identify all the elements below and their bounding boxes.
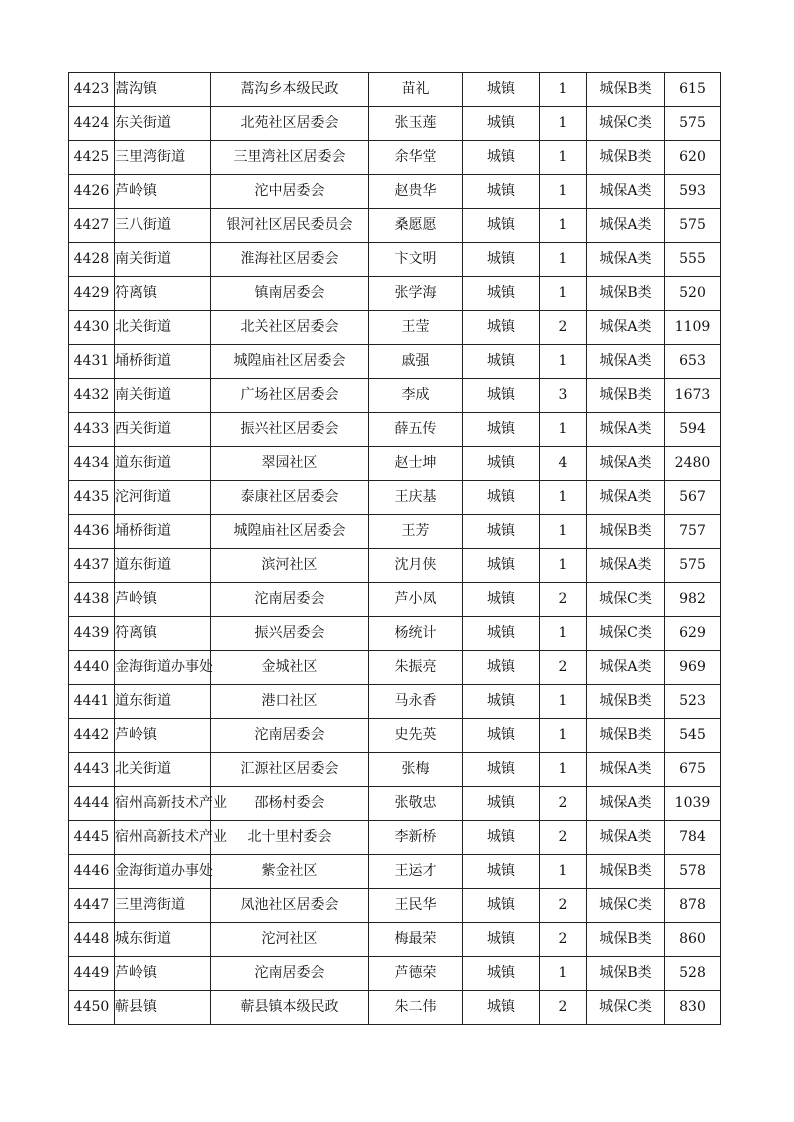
- member-count-cell: 1: [540, 481, 587, 515]
- community-cell: 滨河社区: [211, 549, 369, 583]
- community-cell: 蕲县镇本级民政: [211, 991, 369, 1025]
- amount-cell: 784: [665, 821, 721, 855]
- town-cell: 埇桥街道: [115, 515, 211, 549]
- row-number-cell: 4437: [69, 549, 115, 583]
- name-cell: 桑愿愿: [369, 209, 463, 243]
- category-cell: 城保A类: [587, 481, 665, 515]
- member-count-cell: 2: [540, 583, 587, 617]
- name-cell: 杨统计: [369, 617, 463, 651]
- amount-cell: 969: [665, 651, 721, 685]
- household-type-cell: 城镇: [463, 685, 540, 719]
- table-row: [69, 583, 721, 617]
- row-number-cell: 4431: [69, 345, 115, 379]
- name-cell: 张梅: [369, 753, 463, 787]
- name-cell: 芦小凤: [369, 583, 463, 617]
- table-row: [69, 889, 721, 923]
- row-number-cell: 4426: [69, 175, 115, 209]
- community-cell: 三里湾社区居委会: [211, 141, 369, 175]
- amount-cell: 653: [665, 345, 721, 379]
- town-cell: 埇桥街道: [115, 345, 211, 379]
- amount-cell: 523: [665, 685, 721, 719]
- household-type-cell: 城镇: [463, 855, 540, 889]
- member-count-cell: 1: [540, 107, 587, 141]
- name-cell: 王运才: [369, 855, 463, 889]
- table-row: [69, 685, 721, 719]
- town-cell: 宿州高新技术产业: [115, 787, 211, 821]
- row-number-cell: 4424: [69, 107, 115, 141]
- member-count-cell: 2: [540, 923, 587, 957]
- community-cell: 港口社区: [211, 685, 369, 719]
- town-cell: 三里湾街道: [115, 889, 211, 923]
- community-cell: 金城社区: [211, 651, 369, 685]
- household-type-cell: 城镇: [463, 753, 540, 787]
- name-cell: 李新桥: [369, 821, 463, 855]
- community-cell: 镇南居委会: [211, 277, 369, 311]
- amount-cell: 982: [665, 583, 721, 617]
- table-row: [69, 413, 721, 447]
- table-row: [69, 73, 721, 107]
- amount-cell: 567: [665, 481, 721, 515]
- table-body: [69, 73, 721, 1025]
- name-cell: 张学海: [369, 277, 463, 311]
- household-type-cell: 城镇: [463, 583, 540, 617]
- category-cell: 城保C类: [587, 107, 665, 141]
- table-row: [69, 515, 721, 549]
- community-cell: 振兴社区居委会: [211, 413, 369, 447]
- row-number-cell: 4427: [69, 209, 115, 243]
- table-row: [69, 107, 721, 141]
- town-cell: 道东街道: [115, 685, 211, 719]
- amount-cell: 575: [665, 549, 721, 583]
- name-cell: 卞文明: [369, 243, 463, 277]
- table-row: [69, 957, 721, 991]
- name-cell: 赵贵华: [369, 175, 463, 209]
- row-number-cell: 4450: [69, 991, 115, 1025]
- member-count-cell: 1: [540, 73, 587, 107]
- row-number-cell: 4442: [69, 719, 115, 753]
- member-count-cell: 1: [540, 209, 587, 243]
- category-cell: 城保B类: [587, 957, 665, 991]
- table-row: [69, 243, 721, 277]
- name-cell: 李成: [369, 379, 463, 413]
- name-cell: 张玉莲: [369, 107, 463, 141]
- household-type-cell: 城镇: [463, 481, 540, 515]
- community-cell: 淮海社区居委会: [211, 243, 369, 277]
- town-cell: 南关街道: [115, 243, 211, 277]
- category-cell: 城保C类: [587, 583, 665, 617]
- household-type-cell: 城镇: [463, 209, 540, 243]
- member-count-cell: 1: [540, 175, 587, 209]
- member-count-cell: 1: [540, 515, 587, 549]
- name-cell: 马永香: [369, 685, 463, 719]
- table-row: [69, 311, 721, 345]
- amount-cell: 860: [665, 923, 721, 957]
- community-cell: 北十里村委会: [211, 821, 369, 855]
- member-count-cell: 2: [540, 821, 587, 855]
- table-row: [69, 209, 721, 243]
- table-row: [69, 447, 721, 481]
- amount-cell: 575: [665, 209, 721, 243]
- community-cell: 银河社区居民委员会: [211, 209, 369, 243]
- category-cell: 城保A类: [587, 209, 665, 243]
- category-cell: 城保A类: [587, 345, 665, 379]
- community-cell: 振兴居委会: [211, 617, 369, 651]
- amount-cell: 545: [665, 719, 721, 753]
- town-cell: 符离镇: [115, 617, 211, 651]
- category-cell: 城保B类: [587, 73, 665, 107]
- town-cell: 金海街道办事处: [115, 651, 211, 685]
- amount-cell: 520: [665, 277, 721, 311]
- name-cell: 沈月侠: [369, 549, 463, 583]
- community-cell: 城隍庙社区居委会: [211, 515, 369, 549]
- category-cell: 城保B类: [587, 141, 665, 175]
- table-row: [69, 651, 721, 685]
- row-number-cell: 4441: [69, 685, 115, 719]
- community-cell: 沱南居委会: [211, 957, 369, 991]
- town-cell: 沱河街道: [115, 481, 211, 515]
- amount-cell: 757: [665, 515, 721, 549]
- category-cell: 城保A类: [587, 787, 665, 821]
- table-row: [69, 821, 721, 855]
- town-cell: 北关街道: [115, 311, 211, 345]
- table-row: [69, 719, 721, 753]
- member-count-cell: 2: [540, 311, 587, 345]
- name-cell: 朱振亮: [369, 651, 463, 685]
- row-number-cell: 4434: [69, 447, 115, 481]
- town-cell: 芦岭镇: [115, 957, 211, 991]
- community-cell: 沱南居委会: [211, 583, 369, 617]
- town-cell: 城东街道: [115, 923, 211, 957]
- community-cell: 紫金社区: [211, 855, 369, 889]
- household-type-cell: 城镇: [463, 73, 540, 107]
- amount-cell: 594: [665, 413, 721, 447]
- member-count-cell: 1: [540, 617, 587, 651]
- household-type-cell: 城镇: [463, 957, 540, 991]
- town-cell: 蕲县镇: [115, 991, 211, 1025]
- household-type-cell: 城镇: [463, 345, 540, 379]
- town-cell: 符离镇: [115, 277, 211, 311]
- name-cell: 苗礼: [369, 73, 463, 107]
- community-cell: 蒿沟乡本级民政: [211, 73, 369, 107]
- table-row: [69, 923, 721, 957]
- household-type-cell: 城镇: [463, 923, 540, 957]
- table-row: [69, 991, 721, 1025]
- category-cell: 城保B类: [587, 685, 665, 719]
- town-cell: 北关街道: [115, 753, 211, 787]
- town-cell: 宿州高新技术产业: [115, 821, 211, 855]
- household-type-cell: 城镇: [463, 991, 540, 1025]
- amount-cell: 575: [665, 107, 721, 141]
- row-number-cell: 4440: [69, 651, 115, 685]
- row-number-cell: 4425: [69, 141, 115, 175]
- household-type-cell: 城镇: [463, 821, 540, 855]
- amount-cell: 620: [665, 141, 721, 175]
- community-cell: 北关社区居委会: [211, 311, 369, 345]
- category-cell: 城保A类: [587, 821, 665, 855]
- community-cell: 凤池社区居委会: [211, 889, 369, 923]
- town-cell: 芦岭镇: [115, 719, 211, 753]
- category-cell: 城保C类: [587, 991, 665, 1025]
- amount-cell: 1109: [665, 311, 721, 345]
- name-cell: 王芳: [369, 515, 463, 549]
- household-type-cell: 城镇: [463, 889, 540, 923]
- row-number-cell: 4429: [69, 277, 115, 311]
- town-cell: 三八街道: [115, 209, 211, 243]
- category-cell: 城保B类: [587, 379, 665, 413]
- row-number-cell: 4423: [69, 73, 115, 107]
- category-cell: 城保B类: [587, 515, 665, 549]
- row-number-cell: 4428: [69, 243, 115, 277]
- row-number-cell: 4447: [69, 889, 115, 923]
- row-number-cell: 4439: [69, 617, 115, 651]
- community-cell: 沱南居委会: [211, 719, 369, 753]
- category-cell: 城保A类: [587, 651, 665, 685]
- member-count-cell: 2: [540, 991, 587, 1025]
- category-cell: 城保B类: [587, 855, 665, 889]
- community-cell: 沱中居委会: [211, 175, 369, 209]
- table-row: [69, 345, 721, 379]
- member-count-cell: 4: [540, 447, 587, 481]
- name-cell: 赵士坤: [369, 447, 463, 481]
- community-cell: 邵杨村委会: [211, 787, 369, 821]
- name-cell: 王莹: [369, 311, 463, 345]
- category-cell: 城保A类: [587, 753, 665, 787]
- row-number-cell: 4448: [69, 923, 115, 957]
- household-type-cell: 城镇: [463, 379, 540, 413]
- category-cell: 城保A类: [587, 175, 665, 209]
- category-cell: 城保A类: [587, 447, 665, 481]
- row-number-cell: 4446: [69, 855, 115, 889]
- community-cell: 翠园社区: [211, 447, 369, 481]
- row-number-cell: 4443: [69, 753, 115, 787]
- row-number-cell: 4444: [69, 787, 115, 821]
- member-count-cell: 1: [540, 277, 587, 311]
- amount-cell: 2480: [665, 447, 721, 481]
- amount-cell: 578: [665, 855, 721, 889]
- town-cell: 芦岭镇: [115, 175, 211, 209]
- relief-roster-table: [68, 72, 721, 1025]
- table-row: [69, 481, 721, 515]
- category-cell: 城保A类: [587, 311, 665, 345]
- member-count-cell: 3: [540, 379, 587, 413]
- member-count-cell: 2: [540, 889, 587, 923]
- row-number-cell: 4432: [69, 379, 115, 413]
- town-cell: 金海街道办事处: [115, 855, 211, 889]
- name-cell: 余华堂: [369, 141, 463, 175]
- name-cell: 王民华: [369, 889, 463, 923]
- amount-cell: 675: [665, 753, 721, 787]
- category-cell: 城保B类: [587, 923, 665, 957]
- name-cell: 张敬忠: [369, 787, 463, 821]
- household-type-cell: 城镇: [463, 277, 540, 311]
- town-cell: 三里湾街道: [115, 141, 211, 175]
- row-number-cell: 4430: [69, 311, 115, 345]
- name-cell: 王庆基: [369, 481, 463, 515]
- category-cell: 城保C类: [587, 889, 665, 923]
- member-count-cell: 1: [540, 243, 587, 277]
- amount-cell: 615: [665, 73, 721, 107]
- household-type-cell: 城镇: [463, 311, 540, 345]
- community-cell: 北苑社区居委会: [211, 107, 369, 141]
- member-count-cell: 1: [540, 957, 587, 991]
- name-cell: 梅最荣: [369, 923, 463, 957]
- community-cell: 城隍庙社区居委会: [211, 345, 369, 379]
- household-type-cell: 城镇: [463, 141, 540, 175]
- table-row: [69, 277, 721, 311]
- amount-cell: 878: [665, 889, 721, 923]
- town-cell: 东关街道: [115, 107, 211, 141]
- row-number-cell: 4433: [69, 413, 115, 447]
- name-cell: 芦德荣: [369, 957, 463, 991]
- town-cell: 芦岭镇: [115, 583, 211, 617]
- table-row: [69, 141, 721, 175]
- amount-cell: 528: [665, 957, 721, 991]
- table-row: [69, 175, 721, 209]
- category-cell: 城保B类: [587, 719, 665, 753]
- table-row: [69, 379, 721, 413]
- household-type-cell: 城镇: [463, 651, 540, 685]
- member-count-cell: 2: [540, 787, 587, 821]
- community-cell: 沱河社区: [211, 923, 369, 957]
- member-count-cell: 1: [540, 685, 587, 719]
- name-cell: 戚强: [369, 345, 463, 379]
- row-number-cell: 4435: [69, 481, 115, 515]
- household-type-cell: 城镇: [463, 447, 540, 481]
- household-type-cell: 城镇: [463, 719, 540, 753]
- name-cell: 薛五传: [369, 413, 463, 447]
- name-cell: 史先英: [369, 719, 463, 753]
- table-row: [69, 617, 721, 651]
- member-count-cell: 1: [540, 719, 587, 753]
- amount-cell: 1039: [665, 787, 721, 821]
- member-count-cell: 1: [540, 413, 587, 447]
- town-cell: 蒿沟镇: [115, 73, 211, 107]
- town-cell: 道东街道: [115, 447, 211, 481]
- category-cell: 城保A类: [587, 243, 665, 277]
- community-cell: 广场社区居委会: [211, 379, 369, 413]
- member-count-cell: 1: [540, 855, 587, 889]
- community-cell: 汇源社区居委会: [211, 753, 369, 787]
- household-type-cell: 城镇: [463, 175, 540, 209]
- household-type-cell: 城镇: [463, 787, 540, 821]
- row-number-cell: 4438: [69, 583, 115, 617]
- member-count-cell: 1: [540, 753, 587, 787]
- category-cell: 城保A类: [587, 549, 665, 583]
- amount-cell: 593: [665, 175, 721, 209]
- household-type-cell: 城镇: [463, 243, 540, 277]
- member-count-cell: 2: [540, 651, 587, 685]
- household-type-cell: 城镇: [463, 413, 540, 447]
- town-cell: 南关街道: [115, 379, 211, 413]
- amount-cell: 555: [665, 243, 721, 277]
- row-number-cell: 4436: [69, 515, 115, 549]
- town-cell: 道东街道: [115, 549, 211, 583]
- household-type-cell: 城镇: [463, 107, 540, 141]
- category-cell: 城保B类: [587, 277, 665, 311]
- member-count-cell: 1: [540, 345, 587, 379]
- category-cell: 城保A类: [587, 413, 665, 447]
- row-number-cell: 4445: [69, 821, 115, 855]
- category-cell: 城保C类: [587, 617, 665, 651]
- amount-cell: 830: [665, 991, 721, 1025]
- member-count-cell: 1: [540, 141, 587, 175]
- row-number-cell: 4449: [69, 957, 115, 991]
- community-cell: 泰康社区居委会: [211, 481, 369, 515]
- table-row: [69, 787, 721, 821]
- town-cell: 西关街道: [115, 413, 211, 447]
- amount-cell: 629: [665, 617, 721, 651]
- household-type-cell: 城镇: [463, 549, 540, 583]
- household-type-cell: 城镇: [463, 617, 540, 651]
- name-cell: 朱二伟: [369, 991, 463, 1025]
- table-row: [69, 855, 721, 889]
- amount-cell: 1673: [665, 379, 721, 413]
- table-row: [69, 549, 721, 583]
- table-row: [69, 753, 721, 787]
- member-count-cell: 1: [540, 549, 587, 583]
- household-type-cell: 城镇: [463, 515, 540, 549]
